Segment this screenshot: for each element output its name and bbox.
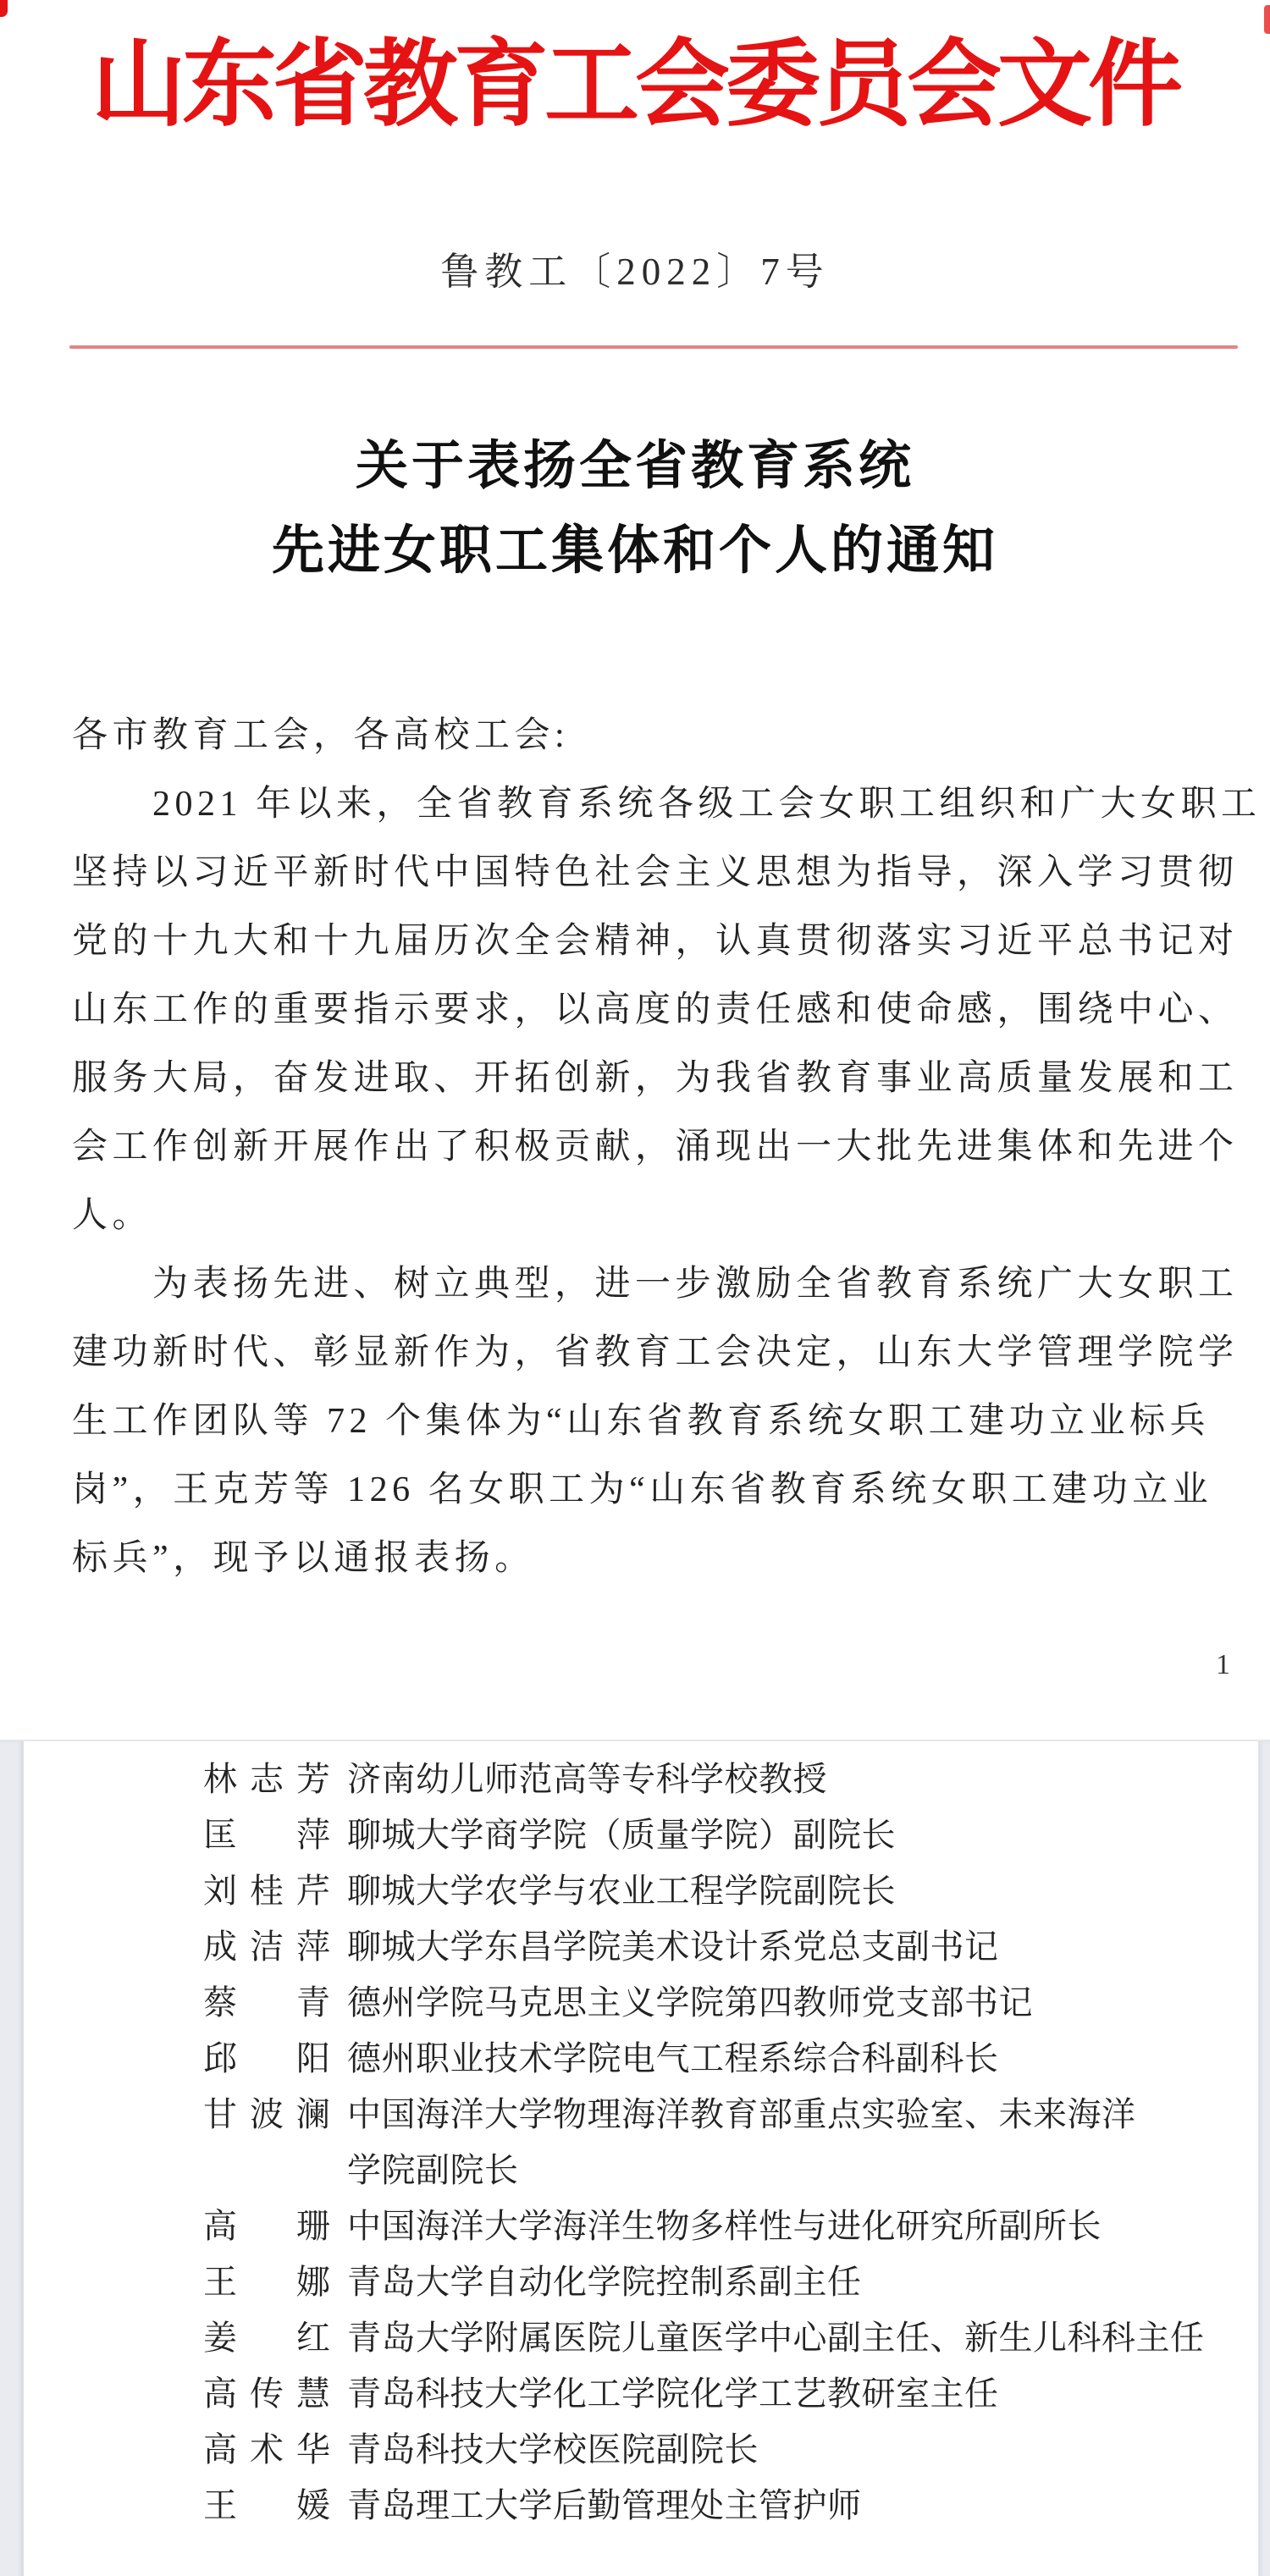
left-page-gutter	[0, 1741, 24, 2576]
awardee-row	[203, 1975, 1219, 2031]
awardee-name: 高 珊	[203, 2207, 330, 2245]
awardee-row	[203, 2198, 1219, 2254]
awardee-affiliation: 青岛科技大学校医院副院长	[347, 2430, 759, 2468]
awardee-affiliation: 中国海洋大学物理海洋教育部重点实验室、未来海洋	[347, 2095, 1136, 2133]
awardee-name: 刘桂芹	[203, 1872, 330, 1910]
body-line: 标兵”，现予以通报表扬。	[72, 1539, 535, 1578]
document-number: 鲁教工〔2022〕7号	[440, 251, 830, 293]
red-edge-artifact-left	[0, 0, 8, 17]
awardee-affiliation: 德州学院马克思主义学院第四教师党支部书记	[347, 1983, 1033, 2022]
title-line-2: 先进女职工集体和个人的通知	[271, 522, 998, 580]
awardee-name: 高术华	[203, 2430, 330, 2468]
awardee-row-continuation	[203, 2143, 1219, 2198]
awardee-row	[203, 2031, 1219, 2087]
awardee-name: 蔡 青	[203, 1983, 330, 2022]
awardee-row	[203, 1919, 1219, 1975]
awardee-affiliation: 青岛理工大学后勤管理处主管护师	[347, 2486, 862, 2524]
body-line: 山东工作的重要指示要求，以高度的责任感和使命感，围绕中心、	[72, 990, 1239, 1029]
awardee-affiliation: 德州职业技术学院电气工程系综合科副科长	[347, 2039, 999, 2077]
awardee-affiliation: 学院副院长	[347, 2151, 519, 2189]
body-line: 会工作创新开展作出了积极贡献，涌现出一大批先进集体和先进个	[72, 1128, 1239, 1167]
awardee-affiliation: 青岛大学附属医院儿童医学中心副主任、新生儿科科主任	[347, 2319, 1205, 2357]
awardee-row	[203, 1807, 1219, 1863]
body-line: 人。	[72, 1196, 153, 1235]
body-line: 各市教育工会，各高校工会:	[72, 716, 570, 755]
body-line: 生工作团队等 72 个集体为“山东省教育系统女职工建功立业标兵	[72, 1402, 1211, 1441]
awardee-name: 成洁萍	[203, 1928, 330, 1966]
awardee-affiliation: 聊城大学商学院（质量学院）副院长	[347, 1816, 896, 1854]
page-2	[0, 1740, 1270, 2576]
awardee-affiliation: 聊城大学东昌学院美术设计系党总支副书记	[347, 1928, 999, 1966]
awardee-row	[203, 2254, 1219, 2310]
awardee-affiliation: 青岛科技大学化工学院化学工艺教研室主任	[347, 2375, 999, 2413]
awardee-name: 林志芳	[203, 1760, 330, 1798]
awardee-affiliation: 中国海洋大学海洋生物多样性与进化研究所副所长	[347, 2207, 1102, 2245]
body-line: 2021 年以来，全省教育系统各级工会女职工组织和广大女职工	[152, 785, 1262, 824]
awardee-row	[203, 2366, 1219, 2422]
awardee-row	[203, 2422, 1219, 2478]
body-line: 建功新时代、彰显新作为，省教育工会决定，山东大学管理学院学	[72, 1333, 1239, 1372]
awardee-affiliation: 济南幼儿师范高等专科学校教授	[347, 1760, 827, 1798]
awardee-row	[203, 2087, 1219, 2143]
awardee-name: 王 媛	[203, 2486, 330, 2524]
body-line: 为表扬先进、树立典型，进一步激励全省教育系统广大女职工	[152, 1265, 1239, 1304]
awardee-row	[203, 2478, 1219, 2534]
body-text	[72, 702, 1262, 1593]
awardee-name: 姜 红	[203, 2319, 330, 2357]
document-header-title: 山东省教育工会委员会文件	[91, 33, 1179, 138]
body-line: 坚持以习近平新时代中国特色社会主义思想为指导，深入学习贯彻	[72, 853, 1239, 892]
awardee-affiliation: 聊城大学农学与农业工程学院副院长	[347, 1872, 896, 1910]
document-title	[0, 424, 1270, 593]
awardee-name: 邱 阳	[203, 2039, 330, 2077]
awardee-row	[203, 2310, 1219, 2366]
red-divider-line	[69, 345, 1238, 349]
body-line: 服务大局，奋发进取、开拓创新，为我省教育事业高质量发展和工	[72, 1059, 1239, 1098]
body-line: 党的十九大和十九届历次全会精神，认真贯彻落实习近平总书记对	[72, 922, 1239, 961]
body-line: 岗”，王克芳等 126 名女职工为“山东省教育系统女职工建功立业	[72, 1470, 1213, 1509]
page-number: 1	[1216, 1649, 1230, 1680]
awardee-name: 王 娜	[203, 2263, 330, 2301]
awardee-name: 高传慧	[203, 2375, 330, 2413]
awardee-list	[203, 1751, 1219, 2534]
awardee-name: 匡 萍	[203, 1816, 330, 1854]
awardee-row	[203, 1863, 1219, 1919]
awardee-affiliation: 青岛大学自动化学院控制系副主任	[347, 2263, 862, 2301]
title-line-1: 关于表扬全省教育系统	[355, 438, 914, 495]
awardee-row	[203, 1751, 1219, 1807]
awardee-name: 甘波澜	[203, 2095, 330, 2133]
right-page-gutter	[1258, 1741, 1270, 2576]
